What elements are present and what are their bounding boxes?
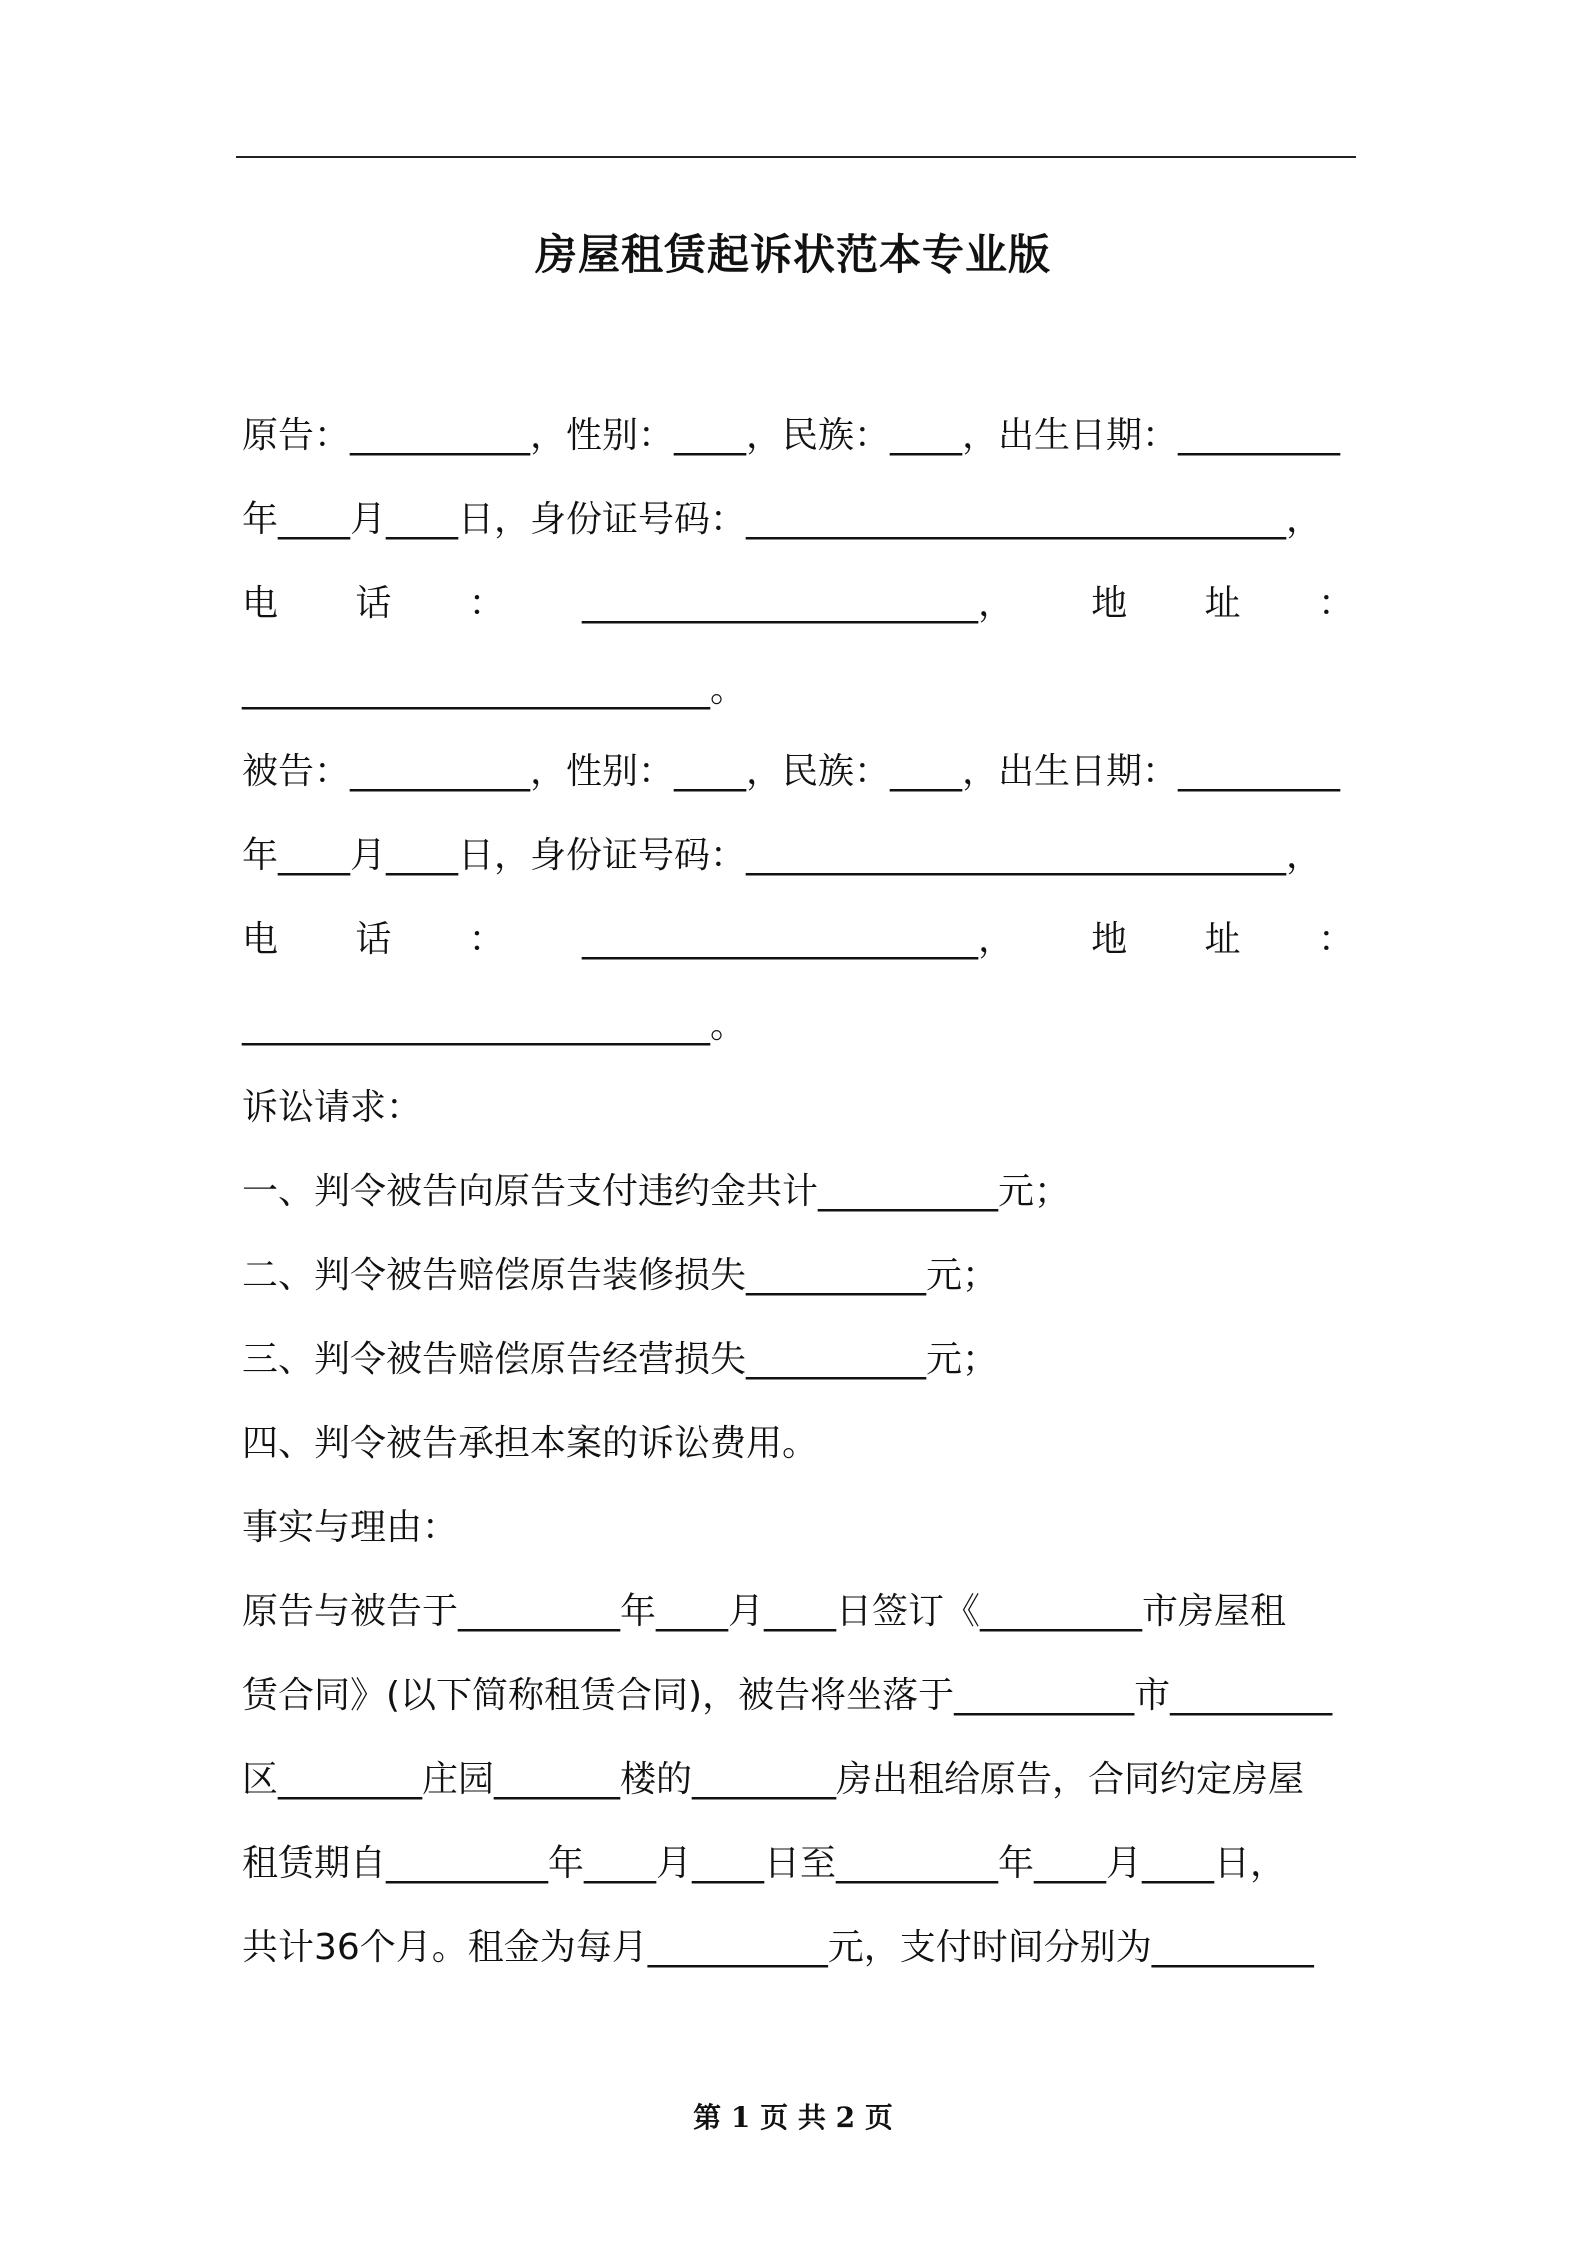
plaintiff-contact-row (242, 582, 1354, 626)
claims-heading: 诉讼请求： (242, 1087, 423, 1128)
plaintiff-address-blank: __________________________。 (242, 669, 746, 710)
address-colon: ： (1317, 583, 1354, 624)
header-rule (236, 156, 1356, 158)
phone-blank: ______________________， (581, 583, 1014, 624)
document-title: 房屋租赁起诉状范本专业版 (534, 230, 1051, 279)
claim-item-4: 四、判令被告承担本案的诉讼费用。 (242, 1423, 819, 1464)
address-colon: ： (1317, 919, 1354, 960)
address-label-char: 址 (1204, 583, 1241, 624)
contact-colon: ： (468, 583, 505, 624)
defendant-address-blank: __________________________。 (242, 1005, 746, 1046)
defendant-line-1: 被告：__________，性别：____，民族：____，出生日期：_________ (242, 751, 1341, 792)
facts-paragraph-line: 原告与被告于_________年____月____日签订《_________市房屋租 (242, 1591, 1287, 1632)
plaintiff-line-1: 原告：__________，性别：____，民族：____，出生日期：_________ (242, 415, 1341, 456)
claim-item-3: 三、判令被告赔偿原告经营损失__________元； (242, 1339, 999, 1380)
address-label-char: 址 (1204, 919, 1241, 960)
facts-heading: 事实与理由： (242, 1507, 459, 1548)
contact-label-char: 话 (355, 583, 392, 624)
defendant-contact-row (242, 918, 1354, 962)
defendant-line-2: 年____月____日，身份证号码：______________________________， (242, 835, 1323, 876)
contact-colon: ： (468, 919, 505, 960)
contact-label-char: 电 (242, 583, 279, 624)
facts-paragraph-line: 共计36个月。租金为每月__________元，支付时间分别为_________ (242, 1927, 1314, 1968)
facts-paragraph-line: 区________庄园_______楼的________房出租给原告，合同约定房屋 (242, 1759, 1305, 1800)
facts-paragraph-line: 租赁期自_________年____月____日至_________年____月____日， (242, 1843, 1287, 1884)
claim-item-1: 一、判令被告向原告支付违约金共计__________元； (242, 1171, 1071, 1212)
contact-label-char: 话 (355, 919, 392, 960)
address-label-char: 地 (1091, 919, 1128, 960)
phone-blank: ______________________， (581, 919, 1014, 960)
contact-label-char: 电 (242, 919, 279, 960)
address-label-char: 地 (1091, 583, 1128, 624)
page-number: 第 1 页 共 2 页 (693, 2101, 893, 2134)
claim-item-2: 二、判令被告赔偿原告装修损失__________元； (242, 1255, 999, 1296)
facts-paragraph-line: 赁合同》(以下简称租赁合同)，被告将坐落于__________市_________ (242, 1675, 1333, 1716)
plaintiff-line-2: 年____月____日，身份证号码：______________________________， (242, 499, 1323, 540)
